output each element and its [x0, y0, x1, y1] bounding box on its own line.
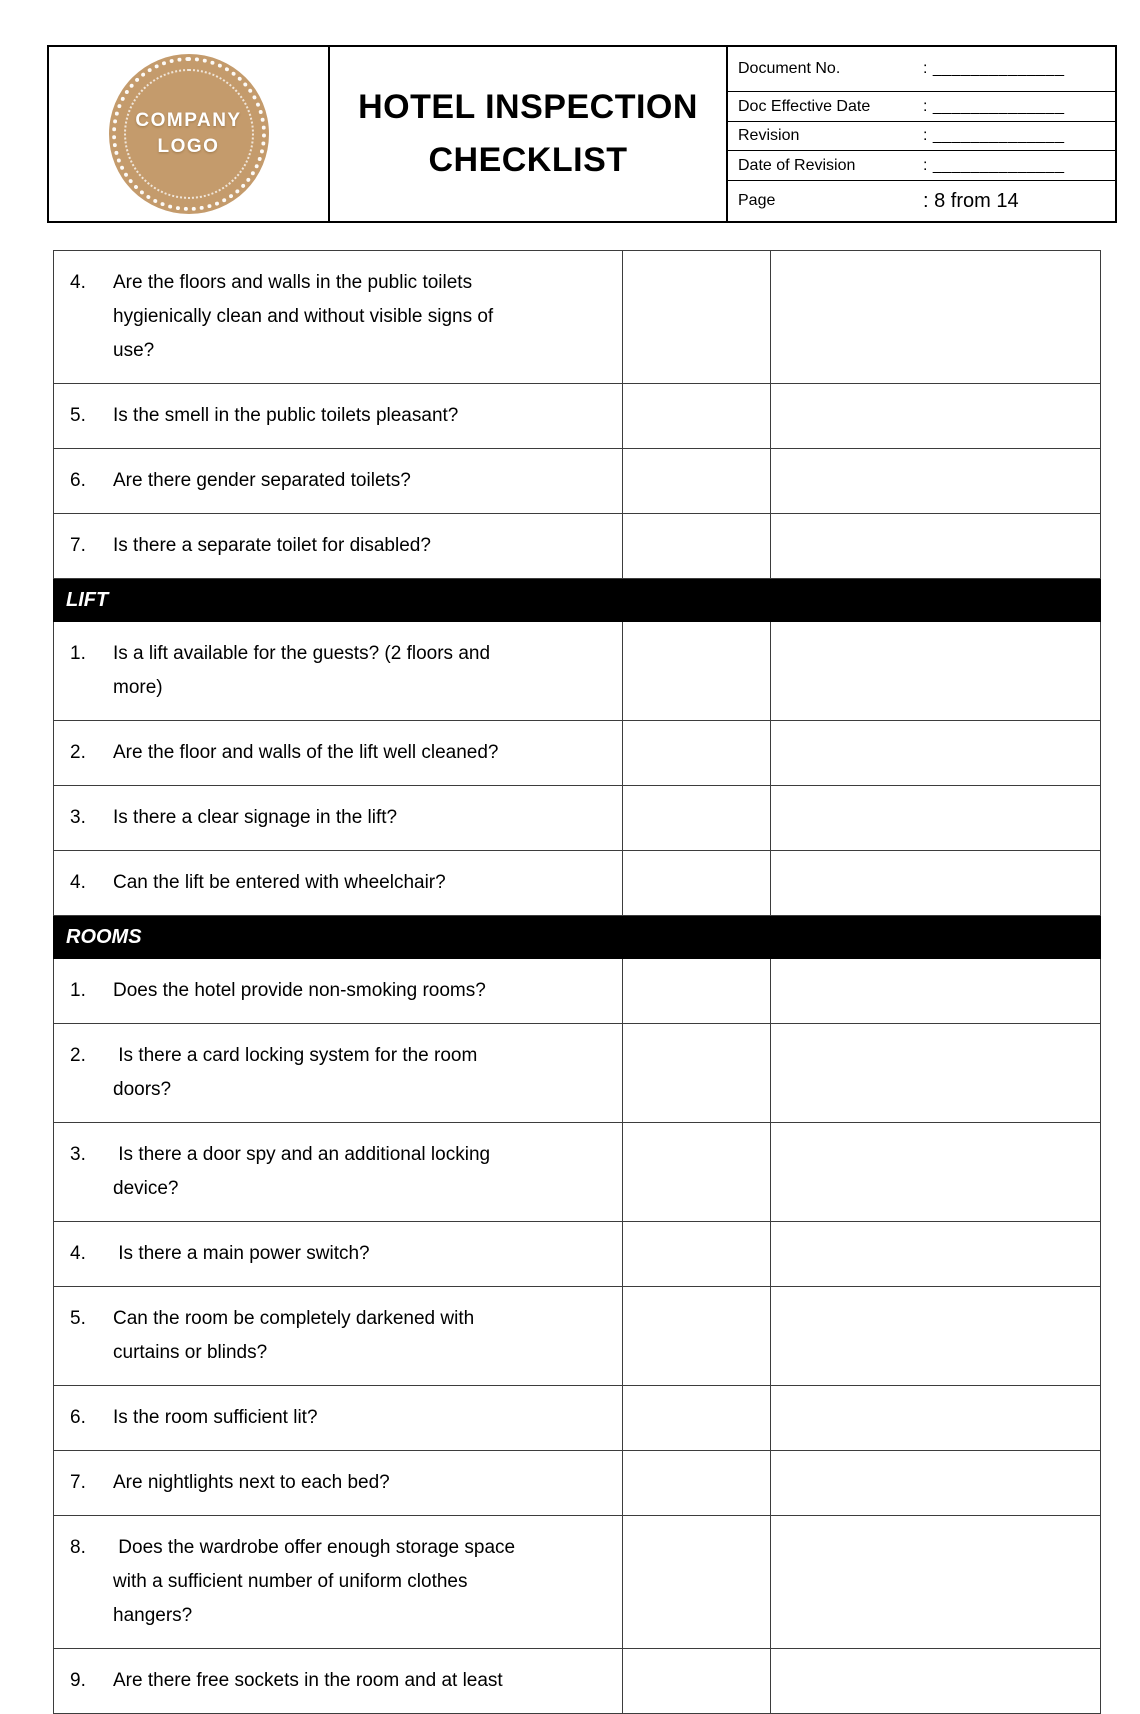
remarks-cell[interactable]	[771, 514, 1101, 579]
answer-cell[interactable]	[623, 514, 771, 579]
question-text: Are the floors and walls in the public toilets hygienically clean and without visible signs of use?	[113, 272, 499, 361]
question-cell	[54, 1516, 623, 1649]
remarks-cell[interactable]	[771, 1123, 1101, 1222]
doc-field-blank: : ______________	[923, 127, 1065, 145]
question-number: 2.	[70, 1045, 86, 1066]
title-line-1: HOTEL INSPECTION	[358, 88, 698, 127]
company-logo	[109, 54, 269, 214]
checklist-row	[54, 1024, 1101, 1123]
question-number: 3.	[70, 807, 86, 828]
checklist-row	[54, 851, 1101, 916]
question-number: 6.	[70, 1407, 86, 1428]
question-text: Are there free sockets in the room and at least	[113, 1670, 503, 1691]
answer-cell[interactable]	[623, 1287, 771, 1386]
remarks-cell[interactable]	[771, 851, 1101, 916]
question-text: Is the smell in the public toilets pleasant?	[113, 405, 459, 426]
question-text: Does the wardrobe offer enough storage space with a sufficient number of uniform clothes hangers?	[113, 1537, 521, 1626]
question-cell	[54, 1649, 623, 1714]
question-cell	[54, 851, 623, 916]
remarks-cell[interactable]	[771, 959, 1101, 1024]
question-text: Are there gender separated toilets?	[113, 470, 411, 491]
question-text: Can the room be completely darkened with curtains or blinds?	[113, 1308, 480, 1363]
doc-field-label: Date of Revision	[738, 156, 856, 174]
checklist-row	[54, 251, 1101, 384]
answer-cell[interactable]	[623, 959, 771, 1024]
answer-cell[interactable]	[623, 1123, 771, 1222]
answer-cell[interactable]	[623, 1222, 771, 1287]
question-text: Is there a clear signage in the lift?	[113, 807, 398, 828]
logo-text	[135, 108, 241, 159]
remarks-cell[interactable]	[771, 786, 1101, 851]
question-text: Is there a card locking system for the room doors?	[113, 1045, 483, 1100]
remarks-cell[interactable]	[771, 251, 1101, 384]
answer-cell[interactable]	[623, 251, 771, 384]
answer-cell[interactable]	[623, 786, 771, 851]
question-number: 8.	[70, 1537, 86, 1558]
question-cell	[54, 1024, 623, 1123]
question-number: 5.	[70, 405, 86, 426]
checklist-body	[54, 251, 1101, 1714]
remarks-cell[interactable]	[771, 449, 1101, 514]
remarks-cell[interactable]	[771, 622, 1101, 721]
question-cell	[54, 1287, 623, 1386]
question-number: 7.	[70, 1472, 86, 1493]
question-text: Does the hotel provide non-smoking rooms?	[113, 980, 486, 1001]
doc-field-blank: : ______________	[923, 97, 1065, 115]
question-number: 1.	[70, 643, 86, 664]
remarks-cell[interactable]	[771, 1516, 1101, 1649]
checklist-row	[54, 384, 1101, 449]
section-row	[54, 579, 1101, 622]
question-number: 7.	[70, 535, 86, 556]
logo-text-line-2: LOGO	[157, 136, 220, 157]
checklist-row	[54, 449, 1101, 514]
doc-field-blank: : ______________	[923, 156, 1065, 174]
question-text: Is a lift available for the guests? (2 floors and more)	[113, 643, 496, 698]
checklist-row	[54, 786, 1101, 851]
checklist-row	[54, 1516, 1101, 1649]
remarks-cell[interactable]	[771, 1222, 1101, 1287]
question-number: 5.	[70, 1308, 86, 1329]
checklist-row	[54, 1123, 1101, 1222]
document-header	[47, 45, 1117, 223]
question-cell	[54, 384, 623, 449]
question-text: Is there a separate toilet for disabled?	[113, 535, 431, 556]
question-cell	[54, 786, 623, 851]
remarks-cell[interactable]	[771, 721, 1101, 786]
section-header-rooms: ROOMS	[54, 916, 1101, 959]
section-header-lift: LIFT	[54, 579, 1101, 622]
checklist-row	[54, 1386, 1101, 1451]
answer-cell[interactable]	[623, 622, 771, 721]
logo-text-line-1: COMPANY	[135, 110, 242, 132]
question-number: 3.	[70, 1144, 86, 1165]
checklist-row	[54, 1649, 1101, 1714]
doc-field-label: Doc Effective Date	[738, 97, 871, 115]
answer-cell[interactable]	[623, 449, 771, 514]
checklist-row	[54, 514, 1101, 579]
logo-cell	[49, 47, 330, 221]
title-line-2: CHECKLIST	[428, 141, 628, 179]
checklist-table	[53, 250, 1101, 1714]
question-text: Is there a main power switch?	[113, 1243, 370, 1264]
question-cell	[54, 1386, 623, 1451]
question-cell	[54, 622, 623, 721]
answer-cell[interactable]	[623, 1451, 771, 1516]
doc-field-label: Revision	[738, 127, 800, 145]
question-number: 2.	[70, 742, 86, 763]
question-cell	[54, 959, 623, 1024]
doc-info-row-page	[728, 181, 1115, 221]
answer-cell[interactable]	[623, 1516, 771, 1649]
answer-cell[interactable]	[623, 851, 771, 916]
question-text: Is the room sufficient lit?	[113, 1407, 318, 1428]
document-title	[330, 47, 728, 221]
page-label: Page	[738, 192, 776, 210]
question-text: Are nightlights next to each bed?	[113, 1472, 390, 1493]
question-number: 4.	[70, 1243, 86, 1264]
question-text: Are the floor and walls of the lift well cleaned?	[113, 742, 499, 763]
answer-cell[interactable]	[623, 384, 771, 449]
remarks-cell[interactable]	[771, 1386, 1101, 1451]
answer-cell[interactable]	[623, 1024, 771, 1123]
question-number: 9.	[70, 1670, 86, 1691]
page-number: : 8 from 14	[923, 189, 1019, 212]
checklist-row	[54, 1287, 1101, 1386]
remarks-cell[interactable]	[771, 1649, 1101, 1714]
answer-cell[interactable]	[623, 1649, 771, 1714]
question-text: Can the lift be entered with wheelchair?	[113, 872, 446, 893]
doc-field-blank: : ______________	[923, 60, 1065, 78]
checklist-row	[54, 622, 1101, 721]
question-cell	[54, 1222, 623, 1287]
checklist-row	[54, 1451, 1101, 1516]
question-number: 6.	[70, 470, 86, 491]
answer-cell[interactable]	[623, 1386, 771, 1451]
question-cell	[54, 514, 623, 579]
question-number: 4.	[70, 272, 86, 293]
question-cell	[54, 1123, 623, 1222]
remarks-cell[interactable]	[771, 384, 1101, 449]
question-text: Is there a door spy and an additional locking device?	[113, 1144, 496, 1199]
question-cell	[54, 1451, 623, 1516]
question-cell	[54, 449, 623, 514]
checklist-row	[54, 1222, 1101, 1287]
doc-field-label: Document No.	[738, 60, 841, 78]
doc-info-row	[728, 151, 1115, 181]
checklist-row	[54, 721, 1101, 786]
answer-cell[interactable]	[623, 721, 771, 786]
remarks-cell[interactable]	[771, 1451, 1101, 1516]
section-row	[54, 916, 1101, 959]
remarks-cell[interactable]	[771, 1287, 1101, 1386]
doc-info-row	[728, 47, 1115, 92]
checklist-row	[54, 959, 1101, 1024]
remarks-cell[interactable]	[771, 1024, 1101, 1123]
doc-info-row	[728, 92, 1115, 122]
doc-info-row	[728, 122, 1115, 152]
question-number: 4.	[70, 872, 86, 893]
question-cell	[54, 251, 623, 384]
question-cell	[54, 721, 623, 786]
question-number: 1.	[70, 980, 86, 1001]
doc-info-table	[728, 47, 1115, 221]
